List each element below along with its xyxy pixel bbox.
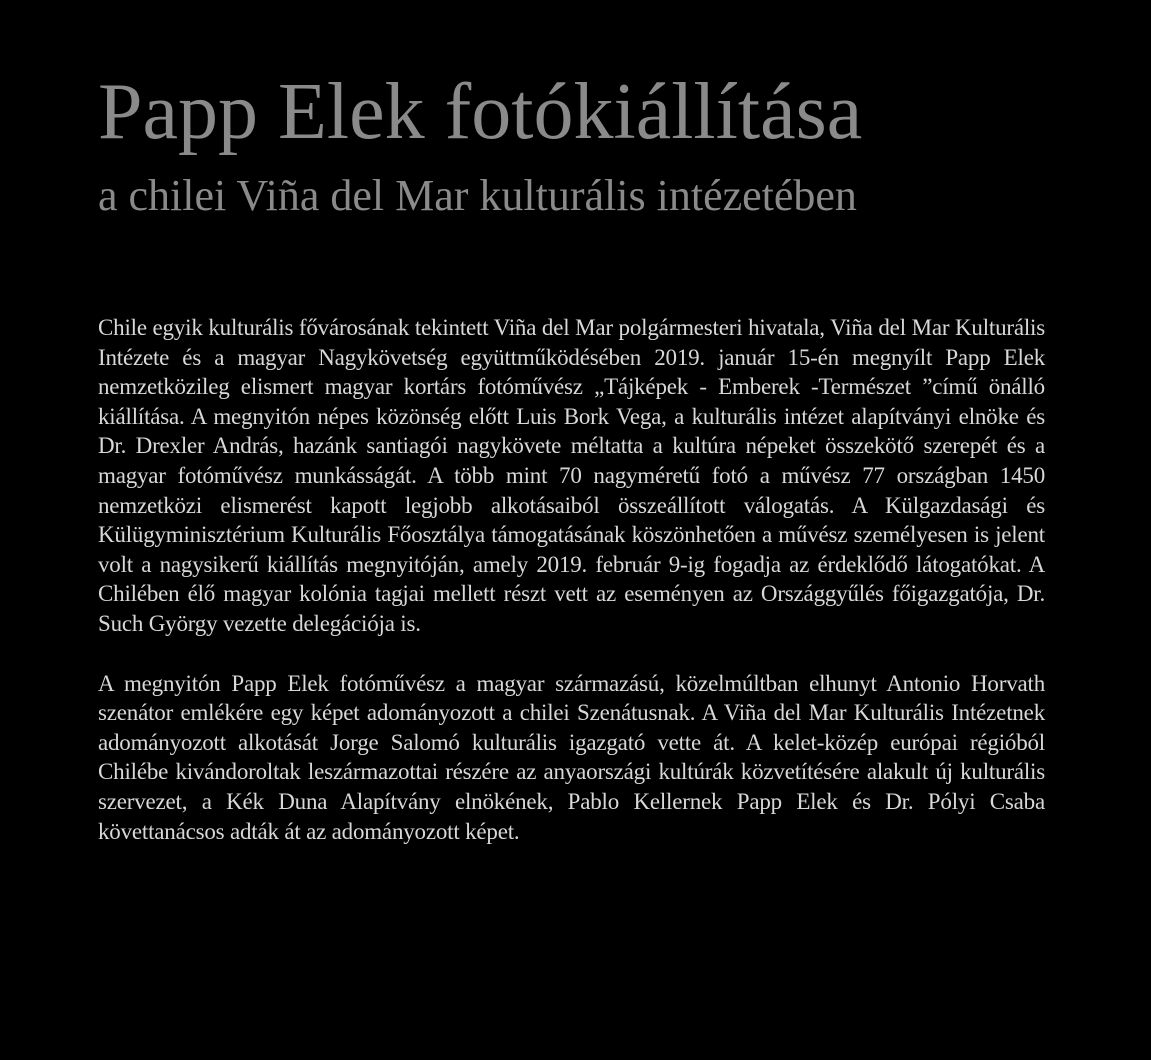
paragraph-2: A megnyitón Papp Elek fotóművész a magyar származású, közelmúltban elhunyt Antonio Horvath szenátor emlékére egy képet adományozott a chilei Szenátusnak. A Viña del Mar Kulturális Intézetnek adományozott alkotását Jorge Salomó kulturális igazgató vette át. A kelet-közép európai régióból Chilébe kivándoroltak leszármazottai részére az anyaországi kultúrák közvetítésére alakult új kulturális szervezet, a Kék Duna Alapítvány elnökének, Pablo Kellernek Papp Elek és Dr. Pólyi Csaba követtanácsos adták át az adományozott képet.: [98, 670, 1045, 844]
article-body: [98, 313, 1045, 846]
page-subtitle: a chilei Viña del Mar kulturális intézetében: [98, 171, 857, 220]
paragraph-1: Chile egyik kulturális fővárosának tekintett Viña del Mar polgármesteri hivatala, Viña del Mar Kulturális Intézete és a magyar Nagykövetség együttműködésében 2019. január 15-én megnyílt Papp Elek nemzetközileg elismert magyar kortárs fotóművész „Tájképek - Emberek -Természet ”című önálló kiállítása. A megnyitón népes közönség előtt Luis Bork Vega, a kulturális intézet alapítványi elnöke és Dr. Drexler András, hazánk santiagói nagykövete méltatta a kultúra népeket összekötő szerepét és a magyar fotóművész munkásságát. A több mint 70 nagyméretű fotó a művész 77 országban 1450 nemzetközi elismerést kapott legjobb alkotásaiból összeállított válogatás. A Külgazdasági és Külügyminisztérium Kulturális Főosztálya támogatásának köszönhetően a művész személyesen is jelent volt a nagysikerű kiállítás megnyitóján, amely 2019. február 9-ig fogadja az érdeklődő látogatókat. A Chilében élő magyar kolónia tagjai mellett részt vett az eseményen az Országgyűlés főigazgatója, Dr. Such György vezette delegációja is.: [98, 315, 1045, 636]
page-title: Papp Elek fotókiállítása: [98, 68, 863, 156]
